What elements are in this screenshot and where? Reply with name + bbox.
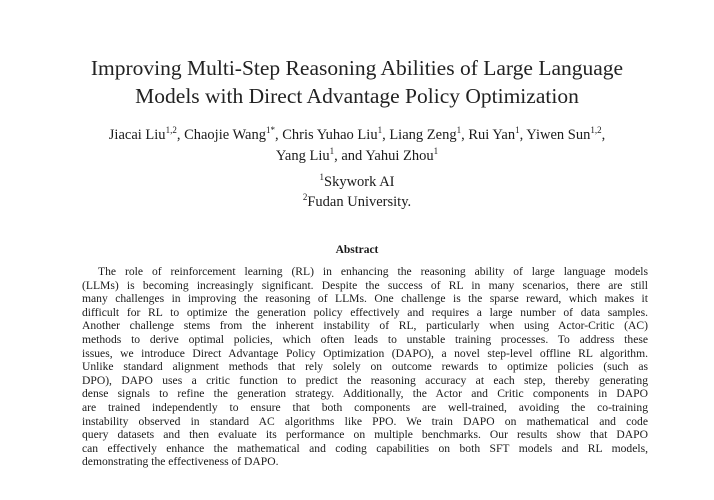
abstract-line: dense signals to refine the generation strategy. Additionally, the Actor and Critic components in DAPO <box>82 387 648 401</box>
abstract-line: Another challenge stems from the inherent instability of RL, particularly when using Actor-Critic (AC) <box>82 319 648 333</box>
abstract-heading: Abstract <box>335 244 379 256</box>
author: Jiacai Liu$^{1,2}$ <box>108 125 177 143</box>
author: Chaojie Wang$^{1*}$ <box>184 125 275 143</box>
paper-title <box>0 54 714 110</box>
author: Yahui Zhou$^1$ <box>365 146 439 164</box>
author: Yang Liu$^1$ <box>275 146 335 164</box>
abstract-line: difficult for RL to optimize the generation policy effectively and requires a large number of data samples. <box>82 305 648 319</box>
title-line: Models with Direct Advantage Policy Optimization <box>135 84 579 108</box>
abstract-body <box>82 265 648 469</box>
affiliation: $^2$Fudan University. <box>302 192 412 210</box>
abstract-line: Unlike standard alignment methods that rely solely on outcome rewards to optimize policies (such as <box>82 360 648 374</box>
abstract-line: issues, we introduce Direct Advantage Policy Optimization (DAPO), a novel step-level offline RL algorithm. <box>82 346 648 360</box>
abstract-line: demonstrating the effectiveness of DAPO. <box>82 455 279 469</box>
author: Chris Yuhao Liu$^1$ <box>282 125 383 143</box>
abstract-line: many challenges in improving the reasoning of LLMs. One challenge is the sparse reward, which makes it <box>82 292 648 306</box>
affiliation: $^1$Skywork AI <box>319 172 395 190</box>
author: Yiwen Sun$^{1,2}$ <box>526 125 602 143</box>
abstract-line: methods to derive optimal policies, which often leads to unstable training processes. To address these <box>82 332 648 346</box>
abstract-line: instability observed in standard AC algorithms like PPO. We train DAPO on mathematical and code <box>82 414 648 428</box>
abstract-line: The role of reinforcement learning (RL) in enhancing the reasoning ability of large language models <box>98 265 648 278</box>
abstract-line: DPO), DAPO uses a critic function to predict the reasoning accuracy at each step, thereby generating <box>82 373 648 387</box>
author: Rui Yan$^1$ <box>468 125 520 143</box>
author-conjunction: and <box>341 148 363 164</box>
abstract-line: query datasets and then evaluate its performance on multiple benchmarks. Our results show that DAPO <box>82 428 648 442</box>
title-line: Improving Multi-Step Reasoning Abilities of Large Language <box>90 56 624 80</box>
author: Liang Zeng$^1$ <box>389 125 462 143</box>
affiliations <box>0 172 714 212</box>
abstract-line: can effectively enhance the mathematical and coding capabilities on both SFT models and RL models, <box>82 441 648 455</box>
author-list: Jiacai Liu$^{1,2}$, Chaojie Wang$^{1*}$, Chris Yuhao Liu$^1$, Liang Zeng$^1$, Rui Yan$^1$, Yiwen Sun$^{1,2}$, Yang Liu$^1$, and Yahui Zhou$^1$ <box>108 125 606 164</box>
abstract-line: (LLMs) is becoming increasingly significant. Despite the success of RL in many scenarios, there are still <box>82 278 648 292</box>
abstract-line: are trained independently to ensure that both components are well-trained, avoiding the co-training <box>82 400 648 414</box>
